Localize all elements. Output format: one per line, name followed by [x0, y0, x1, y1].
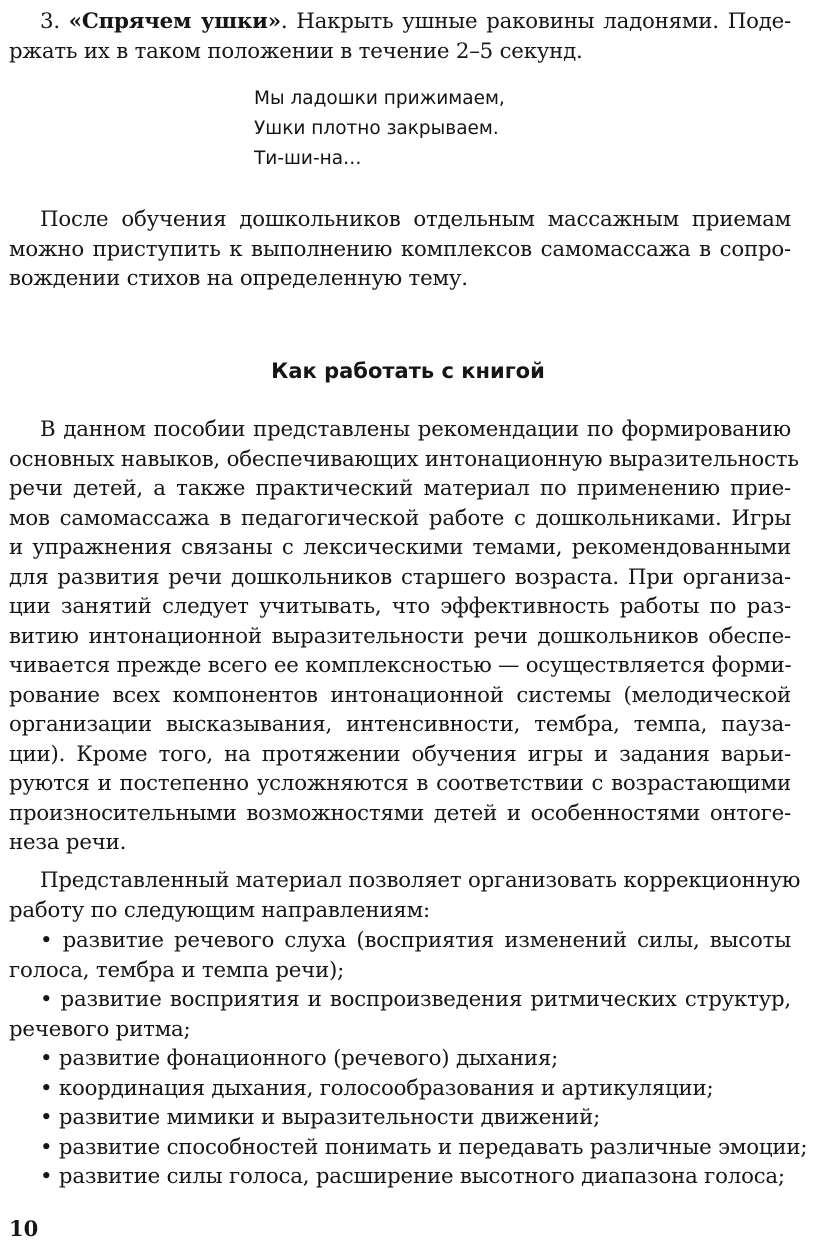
paragraph-line: вождении стихов на определенную тему. [9, 266, 468, 291]
list-item: • развитие способностей понимать и передавать различные эмоции; [40, 1134, 808, 1160]
paragraph-line: речи детей, а также практический материал по применению прие- [9, 476, 791, 501]
poem-line: Ушки плотно закрываем. [254, 118, 499, 139]
paragraph-line: произносительными возможностями детей и особенностями онтоге- [9, 800, 791, 826]
paragraph-line: чивается прежде всего ее комплексностью — осуществляется форми- [9, 653, 792, 678]
paragraph-line: В данном пособии представлены рекомендации по формированию [40, 417, 791, 442]
list-item-continuation: речевого ритма; [9, 1016, 191, 1042]
poem-line: Ти-ши-на… [254, 148, 362, 169]
paragraph-line: мов самомассажа в педагогической работе с дошкольниками. Игры [9, 505, 791, 531]
paragraph-line: витию интонационной выразительности речи дошкольников обеспе- [9, 623, 791, 649]
paragraph-line: и упражнения связаны с лексическими темами, рекомендованными [9, 535, 791, 560]
paragraph-line: После обучения дошкольников отдельным массажным приемам [40, 207, 791, 232]
paragraph-line: основных навыков, обеспечивающих интонационную выразительность [9, 446, 799, 472]
bullet-list [9, 926, 808, 1192]
list-item: • развитие восприятия и воспроизведения ритмических структур, [40, 987, 791, 1012]
list-item: • развитие силы голоса, расширение высотного диапазона голоса; [40, 1164, 785, 1189]
paragraph-line: Представленный материал позволяет организовать коррекционную [40, 868, 801, 893]
exercise-number: 3. [40, 9, 60, 34]
paragraph-line: можно приступить к выполнению комплексов самомассажа в сопро- [9, 236, 791, 262]
list-item: • развитие мимики и выразительности движений; [40, 1105, 601, 1130]
list-item: • развитие речевого слуха (восприятия изменений силы, высоты [40, 928, 791, 953]
section-heading: Как работать с книгой [271, 359, 545, 383]
list-item: • развитие фонационного (речевого) дыхания; [40, 1046, 559, 1071]
poem-line: Мы ладошки прижимаем, [254, 88, 505, 109]
poem [254, 84, 505, 174]
paragraph-line: рование всех компонентов интонационной системы (мелодической [9, 682, 791, 708]
paragraph-line: руются и постепенно усложняются в соответствии с возрастающими [9, 771, 791, 796]
exercise-text-line-1: . Накрыть ушные раковины ладонями. Поде- [280, 9, 792, 34]
paragraph-line: организации высказывания, интенсивности, тембра, темпа, пауза- [9, 712, 791, 737]
list-item: • координация дыхания, голосообразования и артикуляции; [40, 1075, 714, 1101]
paragraph-line: работу по следующим направлениям: [9, 897, 430, 923]
paragraph-line: ции). Кроме того, на протяжении обучения игры и задания варьи- [9, 741, 791, 767]
section-paragraph-1 [9, 415, 799, 858]
page-number: 10 [9, 1216, 39, 1241]
paragraph-line: для развития речи дошкольников старшего возраста. При организа- [9, 564, 791, 590]
exercise-3 [9, 7, 791, 66]
section-paragraph-2 [9, 866, 801, 925]
list-item-continuation: голоса, тембра и темпа речи); [9, 957, 345, 983]
paragraph-line: неза речи. [9, 830, 127, 855]
exercise-3-line-1 [9, 7, 791, 37]
exercise-title: «Спрячем ушки» [68, 9, 281, 34]
after-exercises-paragraph [9, 205, 791, 294]
paragraph-line: ции занятий следует учитывать, что эффективность работы по раз- [9, 594, 791, 619]
exercise-text-line-2: ржать их в таком положении в течение 2–5 секунд. [9, 38, 583, 64]
